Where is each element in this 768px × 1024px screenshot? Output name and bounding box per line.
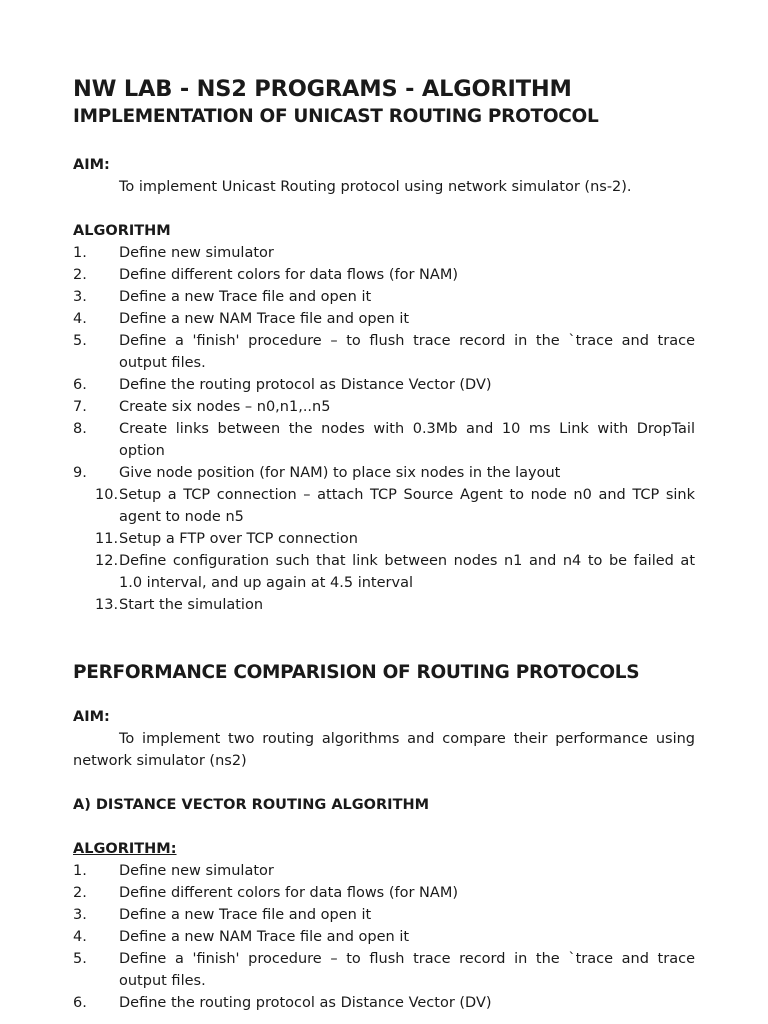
list-item: 9. Give node position (for NAM) to place six nodes in the layout bbox=[73, 465, 561, 481]
section2-algorithm-label: ALGORITHM: bbox=[73, 841, 177, 857]
list-item: 11. Setup a FTP over TCP connection bbox=[95, 531, 358, 547]
section2-heading: PERFORMANCE COMPARISION OF ROUTING PROTOCOLS bbox=[73, 662, 640, 683]
list-item: 3. Define a new Trace file and open it bbox=[73, 289, 372, 305]
section1-heading: IMPLEMENTATION OF UNICAST ROUTING PROTOCOL bbox=[73, 106, 599, 127]
section1-steps-list bbox=[73, 242, 695, 616]
section2-subheading: A) DISTANCE VECTOR ROUTING ALGORITHM bbox=[73, 797, 430, 813]
list-item: 1. Define new simulator bbox=[73, 863, 274, 879]
list-item: 8. Create links between the nodes with 0.3Mb and 10 ms Link with DropTail option bbox=[73, 421, 695, 459]
list-item: 4. Define a new NAM Trace file and open it bbox=[73, 311, 410, 327]
section1-algorithm-label: ALGORITHM bbox=[73, 223, 171, 239]
section2-steps-list bbox=[73, 860, 695, 1014]
list-item: 3. Define a new Trace file and open it bbox=[73, 907, 372, 923]
document-page bbox=[73, 74, 695, 1014]
section2-aim-label: AIM: bbox=[73, 709, 110, 725]
list-item: 4. Define a new NAM Trace file and open it bbox=[73, 929, 410, 945]
document-title: NW LAB - NS2 PROGRAMS - ALGORITHM bbox=[73, 76, 572, 102]
list-item: 2. Define different colors for data flows (for NAM) bbox=[73, 885, 458, 901]
list-item: 6. Define the routing protocol as Distance Vector (DV) bbox=[73, 995, 492, 1011]
section2-aim-text: To implement two routing algorithms and compare their performance using network simulator (ns2) bbox=[73, 731, 695, 769]
list-item: 10. Setup a TCP connection – attach TCP Source Agent to node n0 and TCP sink agent to node n5 bbox=[95, 487, 695, 525]
section1-aim-label: AIM: bbox=[73, 157, 110, 173]
list-item: 5. Define a 'finish' procedure – to flush trace record in the `trace and trace output files. bbox=[73, 333, 695, 371]
list-item: 5. Define a 'finish' procedure – to flush trace record in the `trace and trace output files. bbox=[73, 951, 695, 989]
list-item: 7. Create six nodes – n0,n1,..n5 bbox=[73, 399, 331, 415]
list-item: 13. Start the simulation bbox=[95, 597, 264, 613]
list-item: 2. Define different colors for data flows (for NAM) bbox=[73, 267, 458, 283]
list-item: 12. Define configuration such that link between nodes n1 and n4 to be failed at 1.0 interval, and up again at 4.5 interval bbox=[95, 553, 695, 591]
list-item: 6. Define the routing protocol as Distance Vector (DV) bbox=[73, 377, 492, 393]
section1-aim-text: To implement Unicast Routing protocol using network simulator (ns-2). bbox=[119, 179, 632, 195]
list-item: 1. Define new simulator bbox=[73, 245, 274, 261]
